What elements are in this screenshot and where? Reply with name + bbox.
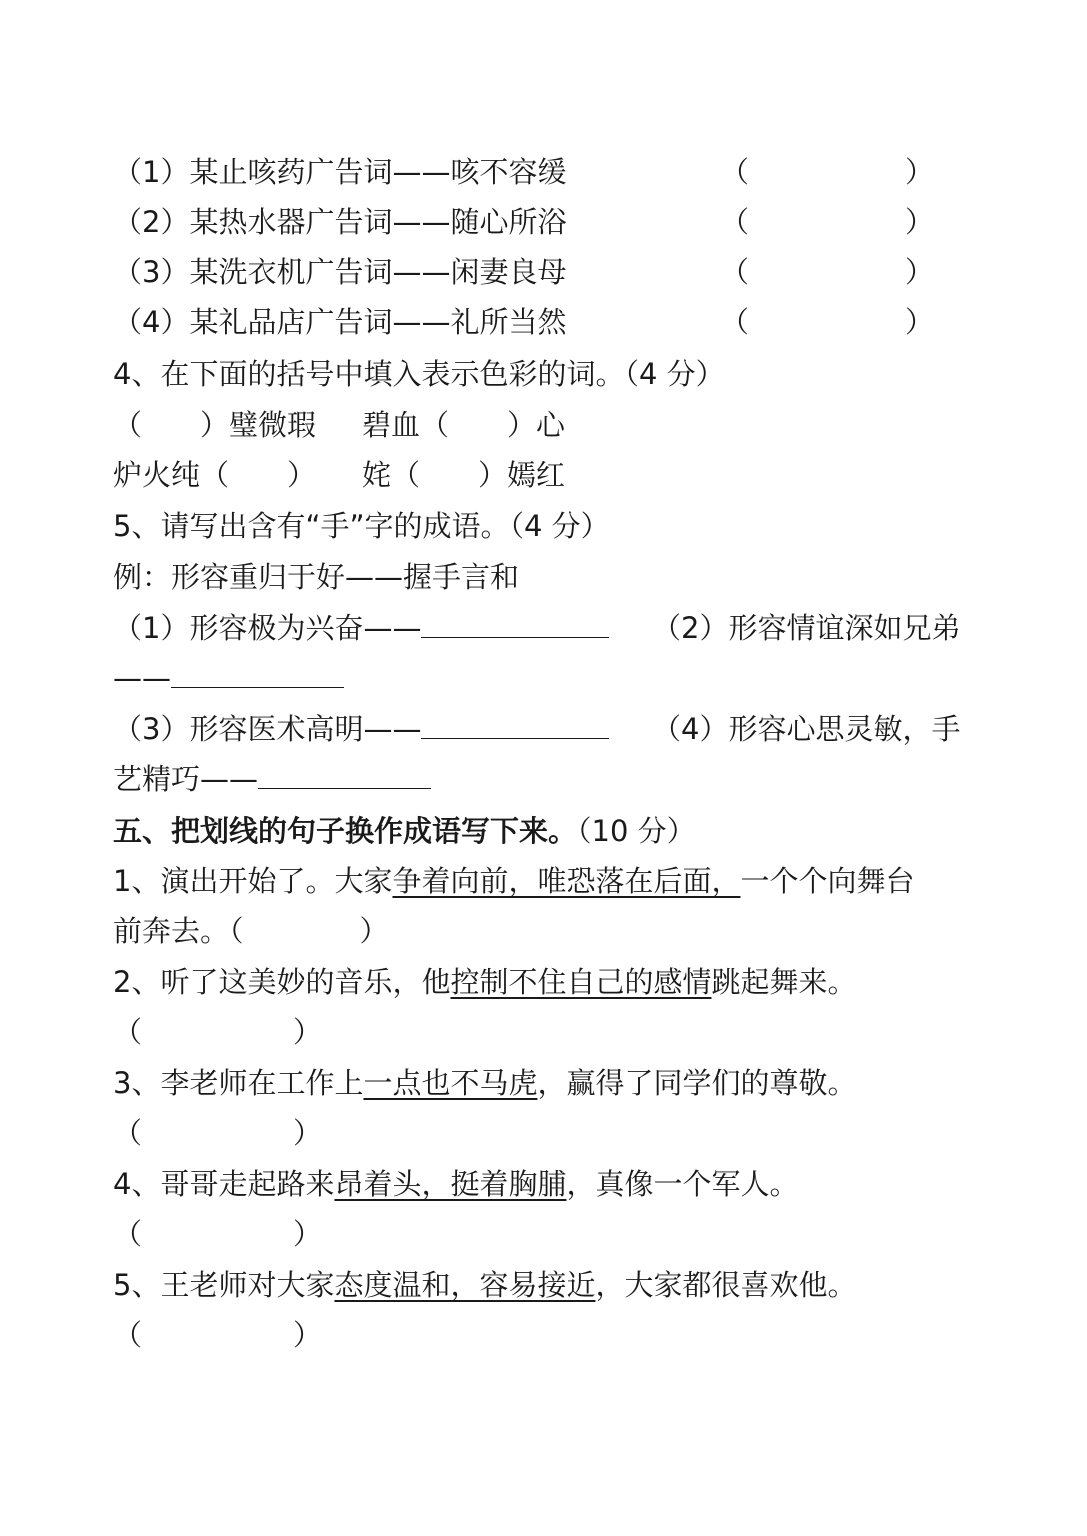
sentence-3-pre: 3、李老师在工作上 <box>113 1066 364 1100</box>
answer-paren-open[interactable]: （ <box>113 1116 143 1150</box>
answer-paren-open[interactable]: （ <box>720 155 750 189</box>
answer-paren-close: ） <box>293 1217 323 1251</box>
answer-paren-close: ） <box>905 155 935 189</box>
q4-blank-4[interactable]: 姹（ ）嫣红 <box>362 458 566 492</box>
slogan-item-2: （2）某热水器广告词——随心所浴 <box>113 205 567 239</box>
answer-paren-close: ） <box>905 255 935 289</box>
q5-item-4-cont <box>113 759 431 799</box>
section-5-score: （10 分） <box>577 814 696 848</box>
answer-paren-open[interactable]: （ <box>720 305 750 339</box>
sentence-5-post: ，大家都很喜欢他。 <box>595 1268 857 1302</box>
sentence-3-post: ，赢得了同学们的尊敬。 <box>537 1066 857 1100</box>
q5-item-2-dash: —— <box>113 661 171 695</box>
answer-paren-close: ） <box>905 305 935 339</box>
answer-paren-close: ） <box>293 1015 323 1049</box>
sentence-4 <box>113 1164 798 1204</box>
answer-blank[interactable] <box>171 659 344 688</box>
answer-paren-open[interactable]: （ <box>113 1217 143 1251</box>
sentence-5 <box>113 1265 856 1305</box>
sentence-2-underlined: 控制不住自己的感情 <box>450 965 712 999</box>
answer-paren-open[interactable]: （ <box>720 205 750 239</box>
q5-item-4: （4）形容心思灵敏，手 <box>652 712 961 746</box>
q4-blank-1[interactable]: （ ）璧微瑕 <box>113 408 317 442</box>
q5-item-4-label: 艺精巧—— <box>113 762 259 796</box>
q5-item-3-label: （3）形容医术高明—— <box>113 712 422 746</box>
answer-paren-close: ） <box>293 1318 323 1352</box>
q5-item-1 <box>113 608 609 648</box>
sentence-4-underlined: 昂着头，挺着胸脯 <box>334 1167 567 1201</box>
sentence-2 <box>113 962 856 1002</box>
sentence-2-post: 跳起舞来。 <box>711 965 857 999</box>
sentence-4-pre: 4、哥哥走起路来 <box>113 1167 335 1201</box>
section-5-title <box>113 811 696 851</box>
slogan-item-1: （1）某止咳药广告词——咳不容缓 <box>113 155 567 189</box>
q5-title: 5、请写出含有“手”字的成语。（4 分） <box>113 509 610 543</box>
sentence-5-pre: 5、王老师对大家 <box>113 1268 335 1302</box>
answer-paren-close: ） <box>905 205 935 239</box>
q5-item-2-cont <box>113 658 344 698</box>
slogan-item-4: （4）某礼品店广告词——礼所当然 <box>113 305 567 339</box>
sentence-1-pre: 1、演出开始了。大家 <box>113 864 393 898</box>
sentence-2-pre: 2、听了这美妙的音乐，他 <box>113 965 451 999</box>
answer-paren-close: ） <box>293 1116 323 1150</box>
sentence-1-underlined: 争着向前，唯恐落在后面， <box>392 864 741 898</box>
q4-blank-2[interactable]: 碧血（ ）心 <box>362 408 566 442</box>
q4-blank-3[interactable]: 炉火纯（ ） <box>113 458 317 492</box>
sentence-3 <box>113 1063 856 1103</box>
q5-item-1-label: （1）形容极为兴奋—— <box>113 611 422 645</box>
sentence-1-answer[interactable]: 前奔去。（ ） <box>113 914 389 948</box>
q5-item-3 <box>113 709 609 749</box>
answer-blank[interactable] <box>421 710 609 739</box>
slogan-item-3: （3）某洗衣机广告词——闲妻良母 <box>113 255 567 289</box>
sentence-1 <box>113 861 914 901</box>
q5-example: 例：形容重归于好——握手言和 <box>113 560 520 594</box>
section-5-heading: 五、把划线的句子换作成语写下来。 <box>113 814 578 848</box>
q4-title: 4、在下面的括号中填入表示色彩的词。（4 分） <box>113 357 725 391</box>
answer-blank[interactable] <box>421 609 609 638</box>
sentence-3-underlined: 一点也不马虎 <box>363 1066 538 1100</box>
answer-blank[interactable] <box>258 760 431 789</box>
sentence-4-post: ，真像一个军人。 <box>566 1167 799 1201</box>
sentence-1-post: 一个个向舞台 <box>740 864 915 898</box>
answer-paren-open[interactable]: （ <box>113 1318 143 1352</box>
answer-paren-open[interactable]: （ <box>720 255 750 289</box>
answer-paren-open[interactable]: （ <box>113 1015 143 1049</box>
sentence-5-underlined: 态度温和，容易接近 <box>334 1268 596 1302</box>
q5-item-2: （2）形容情谊深如兄弟 <box>652 611 961 645</box>
